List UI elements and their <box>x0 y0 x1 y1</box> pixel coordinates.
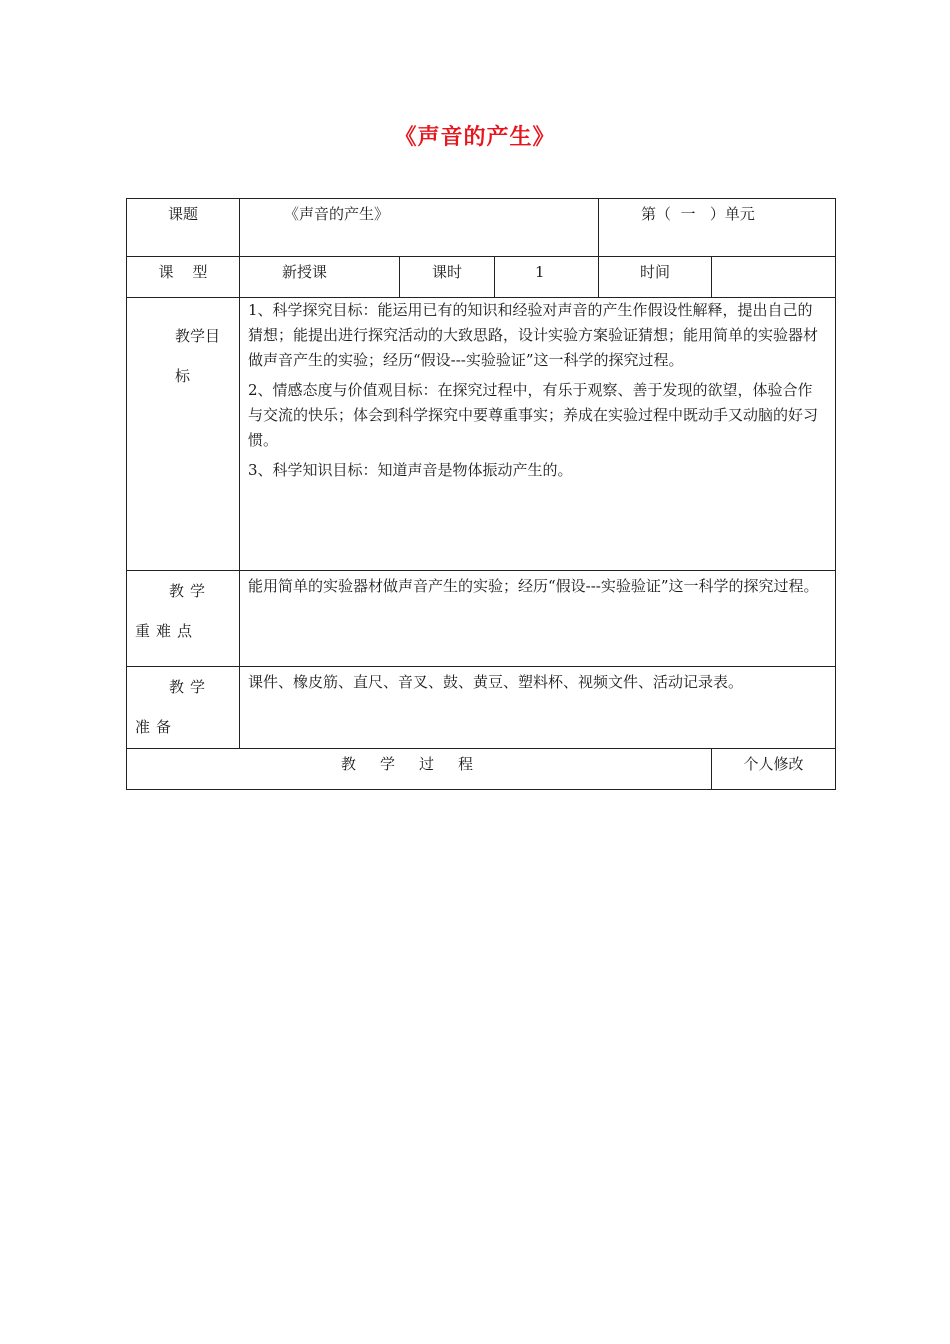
period-label: 课时 <box>400 257 495 298</box>
unit-value: 第（ 一 ）单元 <box>599 199 836 257</box>
goal-item: 1、科学探究目标：能运用已有的知识和经验对声音的产生作假设性解释，提出自己的猜想；能提出进行探究活动的大致思路，设计实验方案验证猜想；能用简单的实验器材做声音产生的实验；经历“假设---实验验证”这一科学的探究过程。 <box>248 301 819 369</box>
type-value: 新授课 <box>240 257 400 298</box>
goal-item: 2、情感态度与价值观目标：在探究过程中，有乐于观察、善于发现的欲望，体验合作与交流的快乐；体会到科学探究中要尊重事实；养成在实验过程中既动手又动脑的好习惯。 <box>248 381 819 449</box>
period-value: 1 <box>495 257 599 298</box>
prep-value: 课件、橡皮筋、直尺、音叉、鼓、黄豆、塑料杯、视频文件、活动记录表。 <box>240 667 836 749</box>
process-row <box>127 749 836 790</box>
key-points-row <box>127 571 836 667</box>
goal-item: 3、科学知识目标：知道声音是物体振动产生的。 <box>248 461 573 479</box>
lesson-plan-table <box>126 198 836 790</box>
preparation-row <box>127 667 836 749</box>
type-label: 课 型 <box>127 257 240 298</box>
topic-row <box>127 199 836 257</box>
document-title: 《声音的产生》 <box>394 124 556 150</box>
topic-value: 《声音的产生》 <box>240 199 599 257</box>
key-label: 教学重难点 <box>127 571 240 667</box>
goals-content <box>240 298 836 571</box>
time-label: 时间 <box>599 257 712 298</box>
revision-label: 个人修改 <box>712 749 836 790</box>
goals-row <box>127 298 836 571</box>
process-label: 教学过程 <box>127 749 712 790</box>
lesson-type-row <box>127 257 836 298</box>
goals-label: 教学目标 <box>127 298 240 571</box>
topic-label: 课题 <box>127 199 240 257</box>
key-value: 能用简单的实验器材做声音产生的实验；经历“假设---实验验证”这一科学的探究过程。 <box>240 571 836 667</box>
time-value <box>712 257 836 298</box>
prep-label: 教学准备 <box>127 667 240 749</box>
